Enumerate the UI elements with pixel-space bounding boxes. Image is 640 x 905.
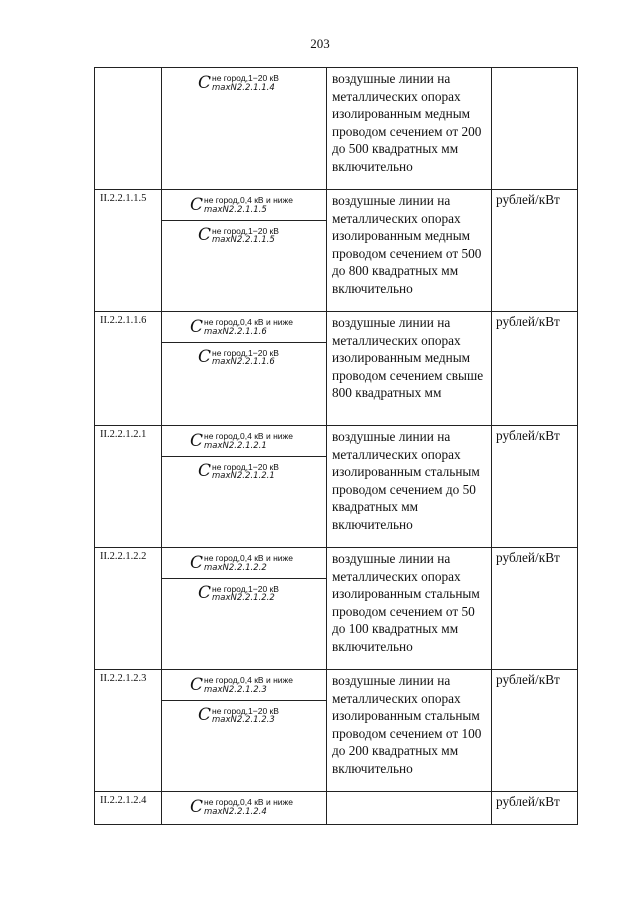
formula-superscript: не город,0,4 кВ и ниже: [204, 797, 293, 807]
formula-subscript: maxN2.2.1.1.4: [212, 82, 275, 93]
row-code: II.2.2.1.1.5: [95, 190, 162, 312]
row-unit: рублей/кВт: [492, 190, 578, 312]
table-row: [95, 792, 578, 825]
formula-subscript: maxN2.2.1.1.5: [212, 235, 275, 245]
formula-superscript: не город,0,4 кВ и ниже: [204, 317, 293, 327]
formula-symbol: C: [198, 461, 212, 481]
formula-symbol: C: [190, 552, 204, 573]
formula-symbol: C: [198, 225, 212, 245]
formula-cell: [162, 548, 327, 670]
formula-cell: [162, 312, 327, 426]
row-unit: рублей/кВт: [492, 312, 578, 426]
table-row: [95, 426, 578, 548]
row-description: [327, 792, 492, 825]
formula-symbol: C: [198, 347, 212, 367]
formula: [162, 700, 326, 730]
formula-cell: [162, 792, 327, 825]
row-unit: рублей/кВт: [492, 426, 578, 548]
row-description: воздушные линии на металлических опорах изолированным стальным проводом сечением до 50 квадратных мм включительно: [327, 426, 492, 548]
row-code: [95, 68, 162, 190]
formula-symbol: C: [190, 430, 204, 451]
formula: [162, 670, 326, 700]
formula: [162, 578, 326, 608]
page-number: 203: [310, 36, 330, 51]
formula-symbol: C: [190, 316, 204, 337]
table-row: [95, 670, 578, 792]
formula-symbol: C: [190, 796, 204, 817]
row-description: воздушные линии на металлических опорах изолированным медным проводом сечением от 500 до 800 квадратных мм включительно: [327, 190, 492, 312]
formula-superscript: не город,0,4 кВ и ниже: [204, 675, 293, 685]
formula-symbol: C: [190, 674, 204, 695]
formula: [162, 426, 326, 456]
formula-superscript: не город,1−20 кВ: [212, 225, 279, 236]
formula-subscript: maxN2.2.1.2.3: [204, 684, 267, 695]
row-description: воздушные линии на металлических опорах изолированным стальным проводом сечением от 100 до 200 квадратных мм включительно: [327, 670, 492, 792]
formula-subscript: maxN2.2.1.2.3: [212, 715, 275, 725]
formula-superscript: не город,1−20 кВ: [212, 583, 279, 594]
row-unit: рублей/кВт: [492, 548, 578, 670]
row-code: II.2.2.1.2.4: [95, 792, 162, 825]
formula: [162, 220, 326, 250]
table-row: [95, 548, 578, 670]
formula: [162, 68, 326, 98]
formula-superscript: не город,1−20 кВ: [212, 73, 279, 83]
formula-symbol: C: [190, 194, 204, 215]
formula-symbol: C: [198, 705, 212, 725]
formula-symbol: C: [198, 583, 212, 603]
formula-cell: [162, 190, 327, 312]
formula: [162, 190, 326, 220]
formula-subscript: maxN2.2.1.1.5: [204, 204, 267, 215]
formula-subscript: maxN2.2.1.1.6: [204, 326, 267, 337]
formula-superscript: не город,0,4 кВ и ниже: [204, 553, 293, 563]
row-unit: рублей/кВт: [492, 792, 578, 825]
formula-superscript: не город,1−20 кВ: [212, 461, 279, 472]
table-row: [95, 190, 578, 312]
row-description: воздушные линии на металлических опорах изолированным медным проводом сечением свыше 800 квадратных мм: [327, 312, 492, 426]
formula-subscript: maxN2.2.1.2.1: [204, 440, 267, 451]
row-unit: рублей/кВт: [492, 670, 578, 792]
table-row: [95, 312, 578, 426]
formula: [162, 312, 326, 342]
formula-subscript: maxN2.2.1.2.2: [212, 593, 275, 603]
formula-superscript: не город,0,4 кВ и ниже: [204, 195, 293, 205]
formula: [162, 548, 326, 578]
formula-cell: [162, 670, 327, 792]
row-code: II.2.2.1.2.1: [95, 426, 162, 548]
row-code: II.2.2.1.1.6: [95, 312, 162, 426]
formula-symbol: C: [198, 72, 212, 93]
row-description: воздушные линии на металлических опорах изолированным медным проводом сечением от 200 до 500 квадратных мм включительно: [327, 68, 492, 190]
table-row: [95, 68, 578, 190]
formula-superscript: не город,0,4 кВ и ниже: [204, 431, 293, 441]
formula: [162, 456, 326, 486]
formula: [162, 792, 326, 822]
formula-subscript: maxN2.2.1.2.1: [212, 471, 275, 481]
formula-cell: [162, 68, 327, 190]
formula-subscript: maxN2.2.1.2.2: [204, 562, 267, 573]
tariff-table: [94, 67, 578, 825]
row-code: II.2.2.1.2.3: [95, 670, 162, 792]
row-description: воздушные линии на металлических опорах изолированным стальным проводом сечением от 50 до 100 квадратных мм включительно: [327, 548, 492, 670]
formula-superscript: не город,1−20 кВ: [212, 705, 279, 716]
formula: [162, 342, 326, 372]
formula-cell: [162, 426, 327, 548]
row-unit: [492, 68, 578, 190]
formula-subscript: maxN2.2.1.2.4: [204, 806, 267, 817]
row-code: II.2.2.1.2.2: [95, 548, 162, 670]
formula-superscript: не город,1−20 кВ: [212, 347, 279, 358]
formula-subscript: maxN2.2.1.1.6: [212, 357, 275, 367]
